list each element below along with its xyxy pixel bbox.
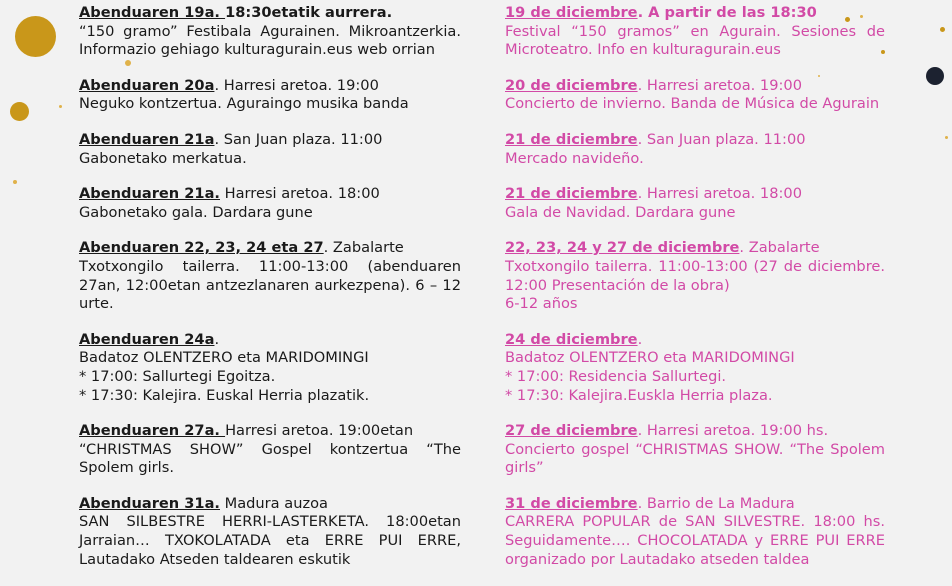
- event-entry: [505, 495, 885, 569]
- event-location-time: . Harresi aretoa. 19:00 hs.: [637, 422, 829, 440]
- event-description: Gabonetako merkatua.: [79, 149, 247, 167]
- event-schedule-line: * 17:30: Kalejira. Euskal Herria plazatik.: [79, 386, 370, 404]
- event-date: Abenduaren 21a: [79, 130, 215, 148]
- event-date: Abenduaren 31a.: [79, 494, 220, 512]
- event-date: Abenduaren 24a: [79, 330, 215, 348]
- event-date: 20 de diciembre: [505, 76, 638, 94]
- event-location-time: .: [637, 330, 643, 348]
- event-description: Badatoz OLENTZERO eta MARIDOMINGI: [505, 349, 795, 367]
- dark-navy-dot: [926, 67, 944, 85]
- event-location-time: . Harresi aretoa. 19:00: [637, 76, 802, 94]
- event-schedule-line: * 17:30: Kalejira.Euskla Herria plaza.: [505, 386, 773, 404]
- event-entry: [505, 422, 885, 478]
- event-location-time: 18:30etatik aurrera.: [225, 4, 393, 21]
- event-schedule-line: * 17:00: Residencia Sallurtegi.: [505, 367, 727, 385]
- event-location-time: . Harresi aretoa. 18:00: [637, 185, 802, 203]
- basque-events-column: [79, 4, 461, 586]
- event-location-time: . Zabalarte: [739, 239, 820, 257]
- event-location-time: . A partir de las 18:30: [637, 4, 817, 21]
- gold-dot-tiny: [59, 105, 62, 108]
- event-description: Txotxongilo tailerra. 11:00-13:00 (27 de diciembre. 12:00 Presentación de la obra): [505, 257, 885, 294]
- event-date: Abenduaren 22, 23, 24 eta 27: [79, 239, 324, 257]
- event-entry: [79, 131, 461, 168]
- event-entry: [505, 131, 885, 168]
- gold-dot-tiny: [945, 136, 948, 139]
- event-location-time: Harresi aretoa. 19:00etan: [225, 422, 414, 440]
- event-description: Gabonetako gala. Dardara gune: [79, 203, 313, 221]
- event-description: “CHRISTMAS SHOW” Gospel kontzertua “The Spolem girls.: [79, 440, 461, 477]
- event-location-time: . San Juan plaza. 11:00: [214, 130, 383, 148]
- event-description: Mercado navideño.: [505, 149, 644, 167]
- event-entry: [505, 331, 885, 405]
- event-location-time: . Zabalarte: [323, 239, 404, 257]
- event-location-time: .: [214, 330, 220, 348]
- gold-dot-tiny: [13, 180, 17, 184]
- event-location-time: Harresi aretoa. 18:00: [219, 185, 380, 203]
- event-entry: [79, 185, 461, 222]
- event-description: Txotxongilo tailerra. 11:00-13:00 (abenduaren 27an, 12:00etan antzezlanaren aurkezpena). 6 – 12 urte.: [79, 257, 461, 313]
- event-entry: [79, 239, 461, 313]
- gold-dot-medium: [10, 102, 29, 121]
- event-date: 19 de diciembre: [505, 4, 638, 21]
- gold-dot-large: [15, 16, 56, 57]
- event-location-time: . Harresi aretoa. 19:00: [214, 76, 379, 94]
- event-location-time: . Barrio de La Madura: [637, 494, 795, 512]
- event-description: Concierto gospel “CHRISTMAS SHOW. “The Spolem girls”: [505, 440, 885, 477]
- event-description: “150 gramo” Festibala Agurainen. Mikroantzerkia. Informazio gehiago kulturagurain.eus web orrian: [79, 22, 461, 59]
- event-schedule-line: * 17:00: Sallurtegi Egoitza.: [79, 367, 276, 385]
- event-date: Abenduaren 19a.: [79, 4, 226, 21]
- event-date: 27 de diciembre: [505, 422, 638, 440]
- event-entry: [79, 77, 461, 114]
- event-location-time: Madura auzoa: [219, 494, 328, 512]
- spanish-events-column: [505, 4, 885, 586]
- gold-dot-tiny: [940, 27, 945, 32]
- event-entry: [79, 495, 461, 569]
- event-description: CARRERA POPULAR de SAN SILVESTRE. 18:00 hs. Seguidamente…. CHOCOLATADA y ERRE PUI ERRE organizado por Lautadako atseden taldea: [505, 513, 885, 568]
- event-entry: [79, 4, 461, 60]
- event-entry: [505, 4, 885, 60]
- event-age-range: 6-12 años: [505, 295, 578, 313]
- event-date: Abenduaren 27a.: [79, 422, 226, 440]
- event-entry: [79, 331, 461, 405]
- event-date: 31 de diciembre: [505, 494, 638, 512]
- event-description: Neguko kontzertua. Aguraingo musika banda: [79, 95, 409, 113]
- event-date: Abenduaren 20a: [79, 76, 215, 94]
- event-entry: [79, 422, 461, 478]
- event-location-time: . San Juan plaza. 11:00: [637, 130, 806, 148]
- event-date: 24 de diciembre: [505, 330, 638, 348]
- event-description: Festival “150 gramos” en Agurain. Sesiones de Microteatro. Info en kulturagurain.eus: [505, 22, 885, 59]
- event-entry: [505, 77, 885, 114]
- event-entry: [505, 185, 885, 222]
- event-date: 22, 23, 24 y 27 de diciembre: [505, 239, 740, 257]
- event-date: Abenduaren 21a.: [79, 185, 220, 203]
- event-description: Gala de Navidad. Dardara gune: [505, 203, 736, 221]
- event-date: 21 de diciembre: [505, 130, 638, 148]
- event-description: Concierto de invierno. Banda de Música de Agurain: [505, 95, 880, 113]
- event-description: Badatoz OLENTZERO eta MARIDOMINGI: [79, 349, 369, 367]
- event-entry: [505, 239, 885, 313]
- event-description: SAN SILBESTRE HERRI-LASTERKETA. 18:00etan Jarraian… TXOKOLATADA eta ERRE PUI ERRE, Lautadako Atseden taldearen eskutik: [79, 513, 461, 568]
- event-date: 21 de diciembre: [505, 185, 638, 203]
